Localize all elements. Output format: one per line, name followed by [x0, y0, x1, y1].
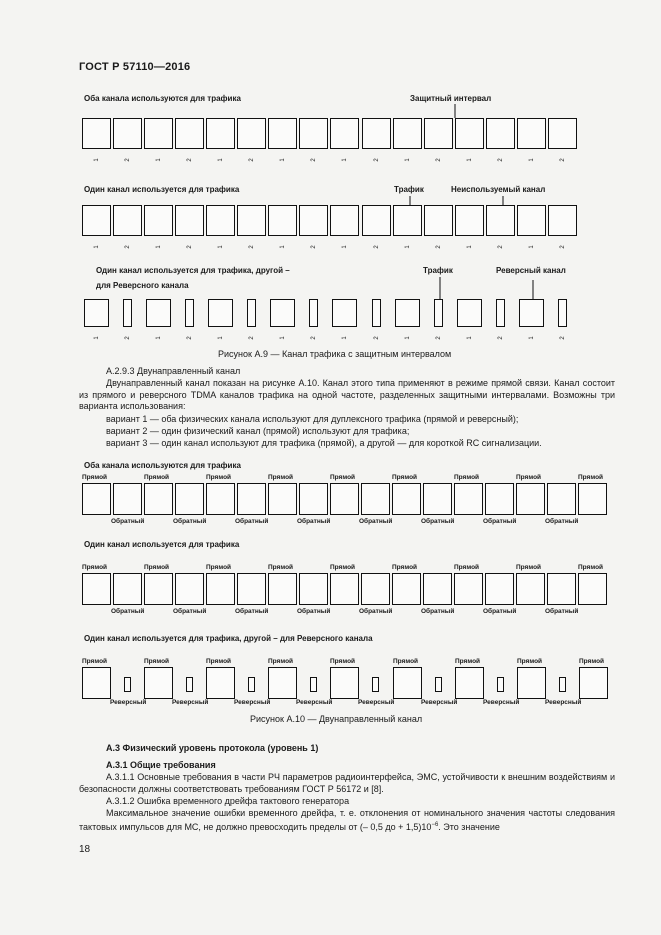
a10d2-backward-slot — [361, 573, 390, 605]
a10d2-backward-label: Обратный — [297, 608, 331, 615]
para-drift-exponent: −6 — [431, 821, 439, 828]
diagram3-slot — [146, 299, 171, 327]
diagram3-slot — [457, 299, 482, 327]
a10d1-forward-slot — [516, 483, 545, 515]
diagram1-slot — [548, 118, 577, 149]
diagram1-slot — [393, 118, 422, 149]
document-header: ГОСТ Р 57110—2016 — [79, 61, 191, 73]
a10d3-reverse-slot — [310, 677, 317, 692]
a10d3-reverse-label: Реверсный — [358, 699, 395, 706]
a10d3-forward-label: Прямой — [455, 658, 481, 665]
a10d2-forward-label: Прямой — [330, 564, 356, 571]
heading-a31: А.3.1 Общие требования — [106, 760, 216, 770]
diagram3-slot — [558, 299, 567, 327]
a10d2-forward-label: Прямой — [144, 564, 170, 571]
a10d2-forward-label: Прямой — [268, 564, 294, 571]
a10d1-backward-label: Обратный — [173, 518, 207, 525]
a10d3-forward-slot — [455, 667, 484, 699]
a10d2-backward-slot — [547, 573, 576, 605]
diagram1-slot — [175, 118, 204, 149]
diagram1-slot-number: 2 — [497, 158, 504, 162]
a10d3-forward-label: Прямой — [393, 658, 419, 665]
a10d3-reverse-slot — [124, 677, 131, 692]
a10d3-reverse-label: Реверсный — [483, 699, 520, 706]
a10d3-reverse-label: Реверсный — [234, 699, 271, 706]
diagram1-slot-number: 2 — [310, 158, 317, 162]
diagram3-slot — [208, 299, 233, 327]
diagram1-slot — [424, 118, 453, 149]
diagram1-slot — [82, 118, 111, 149]
diagram1-slot-number: 2 — [186, 158, 193, 162]
diagram1-slot — [362, 118, 391, 149]
traffic-label: Трафик — [394, 185, 424, 194]
a10d3-forward-slot — [206, 667, 235, 699]
diagram1-slot — [113, 118, 142, 149]
a10d1-forward-slot — [82, 483, 111, 515]
a10d3-reverse-slot — [248, 677, 255, 692]
a10d1-forward-label: Прямой — [82, 474, 108, 481]
diagram1-slot — [455, 118, 484, 149]
diagram3-slot-number: 1 — [155, 336, 162, 340]
section-a293: А.2.9.3 Двунаправленный канал — [106, 366, 241, 376]
a10d3-reverse-label: Реверсный — [296, 699, 333, 706]
diagram1-slot — [486, 118, 515, 149]
diagram2-slot-number: 1 — [404, 245, 411, 249]
para-drift-text-1: Максимальное значение ошибки временного дрейфа, т. е. отклонения от номинального значения частоты следования тактовых импульсов для МС, не должно превосходить пределы от (– 0,5 до + 1,5)10 — [79, 808, 615, 832]
diagram3-slot-number: 2 — [373, 336, 380, 340]
diagram3-slot-number: 2 — [248, 336, 255, 340]
a10d1-forward-slot — [330, 483, 359, 515]
a10d2-forward-label: Прямой — [454, 564, 480, 571]
a10d3-forward-slot — [517, 667, 546, 699]
a10d1-backward-label: Обратный — [235, 518, 269, 525]
diagram2-slot — [82, 205, 111, 236]
diagram3-slot-number: 2 — [559, 336, 566, 340]
a10d3-forward-label: Прямой — [206, 658, 232, 665]
diagram2-slot — [424, 205, 453, 236]
a10d1-forward-label: Прямой — [392, 474, 418, 481]
diagram3-slot-number: 2 — [497, 336, 504, 340]
diagram1-slot — [144, 118, 173, 149]
diagram3-slot — [434, 299, 443, 327]
a10d2-backward-slot — [299, 573, 328, 605]
a10d1-forward-label: Прямой — [206, 474, 232, 481]
variant-3: вариант 3 — один канал используют для трафика (прямой), а другой — для короткой RC сигнализации. — [106, 438, 542, 448]
a10d1-backward-label: Обратный — [359, 518, 393, 525]
traffic-label-3: Трафик — [423, 266, 453, 275]
diagram1-slot-number: 2 — [124, 158, 131, 162]
a10d3-forward-slot — [330, 667, 359, 699]
diagram2-slot — [144, 205, 173, 236]
a10d1-forward-label: Прямой — [578, 474, 604, 481]
a10d3-forward-slot — [268, 667, 297, 699]
a10d1-forward-label: Прямой — [516, 474, 542, 481]
a10d3-forward-label: Прямой — [82, 658, 108, 665]
a10d3-reverse-slot — [559, 677, 566, 692]
diagram2-slot-number: 1 — [528, 245, 535, 249]
diagram1-slot-number: 1 — [404, 158, 411, 162]
bidirectional-paragraph: Двунаправленный канал показан на рисунке А.10. Канал этого типа применяют в режиме прямой связи. Канал состоит из прямого и реверсного TDMA каналов трафика на одной частоте, разделенных защитными интервалами. Возможны три варианта использования: — [79, 378, 615, 411]
a10d1-forward-slot — [454, 483, 483, 515]
figure-a10-caption: Рисунок А.10 — Двунаправленный канал — [250, 714, 423, 724]
diagram1-slot-number: 1 — [217, 158, 224, 162]
diagram2-slot — [206, 205, 235, 236]
a10d2-backward-label: Обратный — [173, 608, 207, 615]
a10d3-reverse-label: Реверсный — [421, 699, 458, 706]
a10d2-backward-slot — [485, 573, 514, 605]
a10d2-forward-slot — [516, 573, 545, 605]
diagram1-slot-number: 2 — [248, 158, 255, 162]
figure-a9-caption: Рисунок А.9 — Канал трафика с защитным интервалом — [218, 349, 452, 359]
diagram1-slot — [237, 118, 266, 149]
page-number: 18 — [79, 844, 91, 855]
a10d1-forward-slot — [144, 483, 173, 515]
a10d3-reverse-label: Реверсный — [110, 699, 147, 706]
diagram1-title: Оба канала используются для трафика — [84, 94, 241, 103]
diagram2-slot — [393, 205, 422, 236]
diagram1-slot-number: 2 — [559, 158, 566, 162]
diagram3-slot-number: 1 — [341, 336, 348, 340]
a10d2-forward-label: Прямой — [392, 564, 418, 571]
a10d2-backward-label: Обратный — [483, 608, 517, 615]
a10d2-forward-slot — [268, 573, 297, 605]
para-drift — [79, 808, 615, 833]
reverse-channel-label: Реверсный канал — [496, 266, 566, 275]
diagram2-slot — [113, 205, 142, 236]
diagram3-slot-number: 2 — [435, 336, 442, 340]
a10d1-forward-slot — [268, 483, 297, 515]
diagram1-slot-number: 1 — [341, 158, 348, 162]
variant-2: вариант 2 — один физический канал (прямой) используют для трафика; — [106, 426, 410, 436]
a10d3-forward-slot — [393, 667, 422, 699]
diagram2-slot-number: 1 — [93, 245, 100, 249]
a10d2-forward-label: Прямой — [206, 564, 232, 571]
a10d1-backward-slot — [237, 483, 266, 515]
diagram1-slot-number: 2 — [373, 158, 380, 162]
diagram2-title: Один канал используется для трафика — [84, 185, 240, 194]
diagram3-slot-number: 1 — [528, 336, 535, 340]
a10d1-forward-slot — [578, 483, 607, 515]
diagram2-slot — [486, 205, 515, 236]
diagram3-slot — [123, 299, 132, 327]
a10d2-backward-slot — [423, 573, 452, 605]
diagram3-slot — [84, 299, 109, 327]
a10-diagram3-title: Один канал используется для трафика, другой – для Реверсного канала — [84, 634, 373, 643]
diagram2-slot — [175, 205, 204, 236]
diagram2-slot — [548, 205, 577, 236]
diagram3-slot — [395, 299, 420, 327]
a10d2-forward-label: Прямой — [578, 564, 604, 571]
a10d2-backward-label: Обратный — [111, 608, 145, 615]
a10d3-reverse-slot — [186, 677, 193, 692]
a10d2-forward-label: Прямой — [516, 564, 542, 571]
diagram1-slot — [299, 118, 328, 149]
diagram2-slot-number: 1 — [466, 245, 473, 249]
a10d1-backward-slot — [361, 483, 390, 515]
a10d2-backward-label: Обратный — [359, 608, 393, 615]
a10d1-forward-label: Прямой — [144, 474, 170, 481]
diagram3-slot — [247, 299, 256, 327]
diagram3-slot — [309, 299, 318, 327]
a10d2-forward-slot — [578, 573, 607, 605]
a10d1-forward-label: Прямой — [330, 474, 356, 481]
heading-a3: А.3 Физический уровень протокола (уровень 1) — [106, 743, 319, 753]
diagram3-slot — [185, 299, 194, 327]
a10d2-forward-slot — [454, 573, 483, 605]
diagram3-slot-number: 1 — [466, 336, 473, 340]
diagram3-slot-number: 1 — [279, 336, 286, 340]
a10d2-forward-label: Прямой — [82, 564, 108, 571]
diagram2-slot-number: 1 — [217, 245, 224, 249]
a10d1-backward-slot — [547, 483, 576, 515]
a10d3-reverse-slot — [372, 677, 379, 692]
diagram1-slot — [517, 118, 546, 149]
a10d3-forward-slot — [82, 667, 111, 699]
diagram3-slot-number: 2 — [186, 336, 193, 340]
diagram3-title-line2: для Реверсного канала — [96, 281, 189, 290]
a10d2-backward-label: Обратный — [235, 608, 269, 615]
a10d1-forward-slot — [206, 483, 235, 515]
a10d1-forward-label: Прямой — [268, 474, 294, 481]
diagram2-slot — [362, 205, 391, 236]
a10d2-backward-label: Обратный — [421, 608, 455, 615]
diagram1-slot-number: 1 — [528, 158, 535, 162]
diagram2-slot-number: 2 — [559, 245, 566, 249]
a10d3-forward-label: Прямой — [144, 658, 170, 665]
a10d2-forward-slot — [82, 573, 111, 605]
diagram2-slot — [268, 205, 297, 236]
diagram2-slot-number: 2 — [310, 245, 317, 249]
diagram2-slot — [299, 205, 328, 236]
a10d1-backward-label: Обратный — [111, 518, 145, 525]
a10d3-forward-slot — [144, 667, 173, 699]
a10d3-reverse-slot — [497, 677, 504, 692]
diagram2-slot-number: 2 — [435, 245, 442, 249]
a10d2-backward-slot — [237, 573, 266, 605]
diagram2-slot-number: 2 — [186, 245, 193, 249]
diagram2-slot-number: 1 — [341, 245, 348, 249]
a10d2-forward-slot — [392, 573, 421, 605]
diagram3-slot — [519, 299, 544, 327]
diagram2-slot — [330, 205, 359, 236]
diagram2-slot — [237, 205, 266, 236]
a10d3-forward-label: Прямой — [517, 658, 543, 665]
diagram3-slot — [332, 299, 357, 327]
diagram2-slot-number: 2 — [124, 245, 131, 249]
a10d1-backward-slot — [175, 483, 204, 515]
diagram2-slot — [455, 205, 484, 236]
diagram3-slot-number: 2 — [310, 336, 317, 340]
a10d1-backward-slot — [423, 483, 452, 515]
diagram3-slot-number: 1 — [93, 336, 100, 340]
diagram3-title-line1: Один канал используется для трафика, другой – — [96, 266, 290, 275]
diagram1-slot-number: 1 — [466, 158, 473, 162]
diagram3-slot-number: 2 — [124, 336, 131, 340]
diagram2-slot-number: 2 — [248, 245, 255, 249]
diagram1-slot-number: 1 — [155, 158, 162, 162]
diagram2-slot-number: 1 — [279, 245, 286, 249]
a10d3-reverse-slot — [435, 677, 442, 692]
a10d2-forward-slot — [330, 573, 359, 605]
diagram3-slot-number: 1 — [404, 336, 411, 340]
diagram2-slot — [517, 205, 546, 236]
unused-channel-label: Неиспользуемый канал — [451, 185, 546, 194]
a10d2-backward-slot — [175, 573, 204, 605]
a10d1-backward-slot — [299, 483, 328, 515]
a10d3-reverse-label: Реверсный — [545, 699, 582, 706]
a10d1-backward-slot — [113, 483, 142, 515]
para-a311: А.3.1.1 Основные требования в части РЧ параметров радиоинтерфейса, ЭМС, устойчивости к внешним воздействиям и безопасности должны соответствовать требованиям ГОСТ Р 56172 и [8]. — [79, 772, 615, 794]
a10d3-forward-slot — [579, 667, 608, 699]
a10d2-backward-slot — [113, 573, 142, 605]
diagram3-slot — [372, 299, 381, 327]
diagram3-slot — [270, 299, 295, 327]
para-drift-text-2: . Это значение — [438, 821, 500, 832]
a10-diagram1-title: Оба канала используются для трафика — [84, 461, 241, 470]
diagram1-slot — [206, 118, 235, 149]
diagram3-slot — [496, 299, 505, 327]
diagram3-slot-number: 1 — [217, 336, 224, 340]
guard-interval-label: Защитный интервал — [410, 94, 492, 103]
diagram2-slot-number: 1 — [155, 245, 162, 249]
diagram1-slot-number: 2 — [435, 158, 442, 162]
a10-diagram2-title: Один канал используется для трафика — [84, 540, 240, 549]
diagram1-slot-number: 1 — [93, 158, 100, 162]
a10d1-backward-slot — [485, 483, 514, 515]
a10d3-forward-label: Прямой — [579, 658, 605, 665]
a10d1-backward-label: Обратный — [297, 518, 331, 525]
a10d3-forward-label: Прямой — [268, 658, 294, 665]
a10d1-forward-label: Прямой — [454, 474, 480, 481]
a10d2-backward-label: Обратный — [545, 608, 579, 615]
a10d1-backward-label: Обратный — [545, 518, 579, 525]
a10d2-forward-slot — [206, 573, 235, 605]
a10d3-forward-label: Прямой — [330, 658, 356, 665]
a10d2-forward-slot — [144, 573, 173, 605]
a10d1-backward-label: Обратный — [483, 518, 517, 525]
diagram1-slot — [330, 118, 359, 149]
variant-1: вариант 1 — оба физических канала используют для дуплексного трафика (прямой и реверсный); — [106, 414, 519, 424]
diagram2-slot-number: 2 — [373, 245, 380, 249]
a10d1-backward-label: Обратный — [421, 518, 455, 525]
para-a312: А.3.1.2 Ошибка временного дрейфа тактового генератора — [106, 796, 350, 806]
a10d3-reverse-label: Реверсный — [172, 699, 209, 706]
diagram2-slot-number: 2 — [497, 245, 504, 249]
a10d1-forward-slot — [392, 483, 421, 515]
diagram1-slot-number: 1 — [279, 158, 286, 162]
diagram1-slot — [268, 118, 297, 149]
